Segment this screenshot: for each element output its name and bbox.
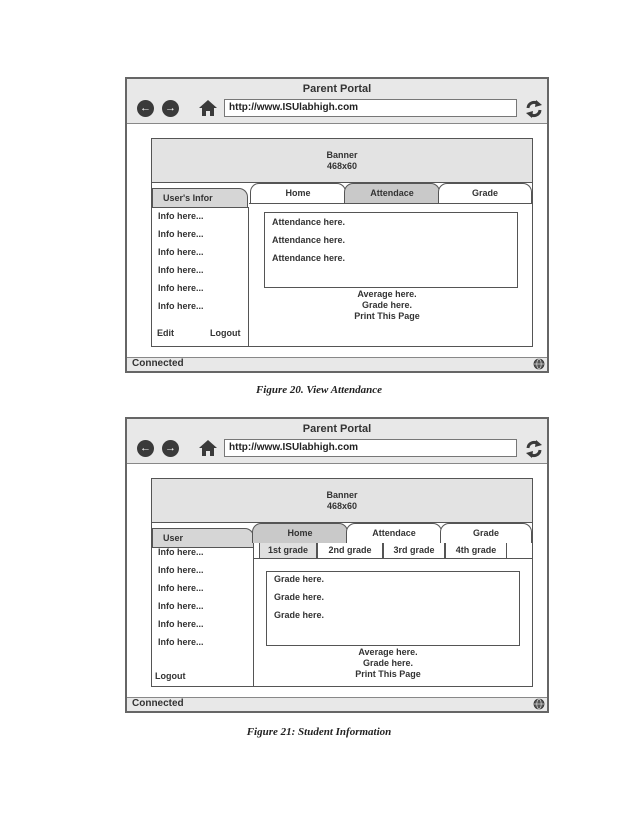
banner-size: 468x60 [326, 501, 358, 511]
window-title: Parent Portal [302, 423, 372, 435]
grade-text: Grade here. [362, 658, 414, 668]
info-item: Info here... [158, 619, 204, 629]
back-icon[interactable]: ← [137, 100, 154, 117]
logout-link[interactable]: Logout [155, 671, 186, 681]
info-item: Info here... [158, 637, 204, 647]
info-item: Info here... [158, 583, 204, 593]
back-icon[interactable]: ← [137, 440, 154, 457]
attendance-box [264, 212, 518, 288]
figure-caption: Figure 20. View Attendance [255, 384, 383, 396]
mockup-window-view-attendance [125, 77, 549, 373]
grade-subtabs [254, 543, 532, 559]
banner-title: Banner [326, 490, 358, 500]
tab-attendance[interactable]: Attendace [346, 523, 442, 543]
info-item: Info here... [158, 565, 204, 575]
sidebar [152, 207, 249, 346]
tab-grade[interactable]: Grade [438, 183, 532, 203]
portal-layout [151, 138, 533, 347]
info-item: Info here... [158, 229, 204, 239]
url-field[interactable]: http://www.ISUlabhigh.com [224, 99, 517, 117]
page-content [127, 463, 547, 698]
print-page-link[interactable]: Print This Page [355, 669, 421, 679]
figure-caption: Figure 21: Student Information [246, 726, 392, 738]
summary-block [328, 647, 448, 680]
sidebar-tab-users-info[interactable]: User's Infor [152, 188, 248, 208]
content-divider [249, 203, 532, 204]
tab-attendance[interactable]: Attendace [344, 183, 440, 203]
forward-icon[interactable]: → [162, 100, 179, 117]
info-item: Info here... [158, 601, 204, 611]
mockup-window-student-information [125, 417, 549, 713]
grade-line: Grade here. [274, 592, 325, 602]
globe-icon [533, 358, 545, 370]
subtab-4th-grade[interactable]: 4th grade [445, 543, 507, 559]
print-page-link[interactable]: Print This Page [354, 311, 420, 321]
sidebar [152, 547, 254, 686]
edit-link[interactable]: Edit [157, 328, 174, 338]
attendance-line: Attendance here. [272, 253, 346, 263]
url-field[interactable]: http://www.ISUlabhigh.com [224, 439, 517, 457]
summary-block [327, 289, 447, 322]
globe-icon [533, 698, 545, 710]
status-bar: Connected [132, 358, 184, 369]
grade-line: Grade here. [274, 574, 325, 584]
refresh-icon[interactable] [524, 439, 544, 459]
average-text: Average here. [357, 289, 417, 299]
grade-text: Grade here. [361, 300, 413, 310]
info-item: Info here... [158, 283, 204, 293]
info-item: Info here... [158, 211, 204, 221]
banner-title: Banner [326, 150, 358, 160]
info-item: Info here... [158, 265, 204, 275]
tab-grade[interactable]: Grade [440, 523, 532, 543]
grade-box [266, 571, 520, 646]
forward-icon[interactable]: → [162, 440, 179, 457]
attendance-line: Attendance here. [272, 235, 346, 245]
status-bar: Connected [132, 698, 184, 709]
page-content [127, 123, 547, 358]
average-text: Average here. [358, 647, 418, 657]
info-item: Info here... [158, 301, 204, 311]
tab-home[interactable]: Home [250, 183, 346, 203]
info-item: Info here... [158, 547, 204, 557]
refresh-icon[interactable] [524, 99, 544, 119]
tab-home[interactable]: Home [252, 523, 348, 543]
portal-layout [151, 478, 533, 687]
banner [152, 479, 532, 523]
attendance-line: Attendance here. [272, 217, 346, 227]
banner-size: 468x60 [326, 161, 358, 171]
info-item: Info here... [158, 247, 204, 257]
subtab-2nd-grade[interactable]: 2nd grade [317, 543, 383, 559]
grade-line: Grade here. [274, 610, 325, 620]
window-title: Parent Portal [302, 83, 372, 95]
subtab-3rd-grade[interactable]: 3rd grade [383, 543, 445, 559]
home-icon[interactable] [198, 99, 218, 117]
banner [152, 139, 532, 183]
sidebar-tab-user[interactable]: User [152, 528, 254, 548]
subtab-1st-grade[interactable]: 1st grade [259, 543, 317, 559]
home-icon[interactable] [198, 439, 218, 457]
logout-link[interactable]: Logout [210, 328, 241, 338]
